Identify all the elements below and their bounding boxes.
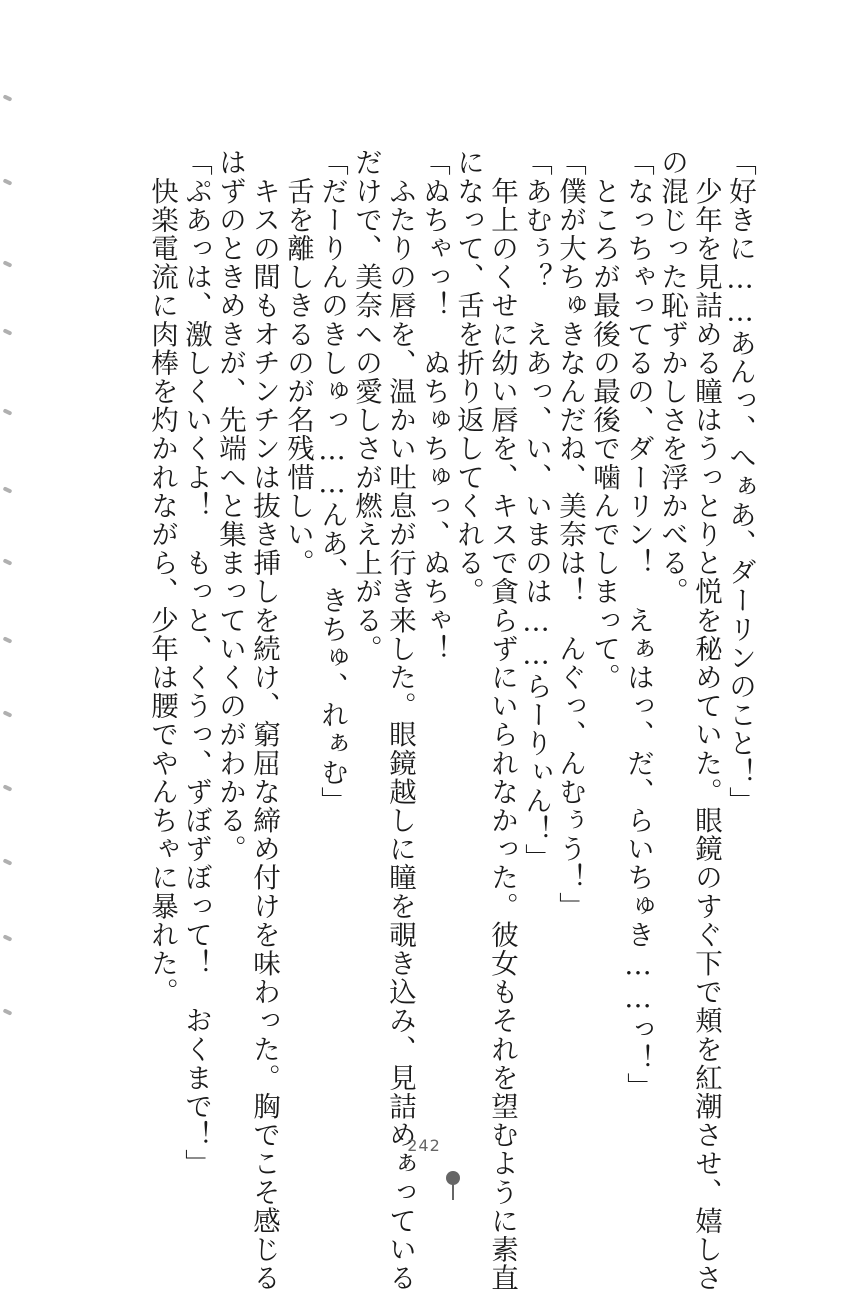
text-column: 「ぬちゃっ！ ぬちゅちゅっ、ぬちゃ！ bbox=[418, 148, 450, 663]
text-column: 快楽電流に肉棒を灼かれながら、少年は腰でやんちゃに暴れた。 bbox=[146, 148, 178, 1006]
text-column: 「なっちゃってるの、ダーリン！ えぁはっ、だ、らいちゅき……っ！」 bbox=[622, 148, 654, 1101]
text-column: ふたりの唇を、温かい吐息が行き来した。眼鏡越しに瞳を覗き込み、見詰めぁっている bbox=[384, 148, 416, 1292]
text-column: キスの間もオチンチンは抜き挿しを続け、窮屈な締め付けを味わった。胸でこそ感じる bbox=[248, 148, 280, 1292]
text-column: 舌を離しきるのが名残惜しい。 bbox=[282, 148, 314, 577]
text-column: 「好きに……あんっ、へぁあ、ダーリンのこと！」 bbox=[724, 148, 756, 815]
text-column: 少年を見詰める瞳はうっとりと悦を秘めていた。眼鏡のすぐ下で頬を紅潮させ、嬉しさ bbox=[690, 148, 722, 1292]
text-column: 「だーりんのきしゅっ……んあ、きちゅ、れぁむ」 bbox=[316, 148, 348, 815]
text-column: ところが最後の最後で噛んでしまって。 bbox=[588, 148, 620, 692]
text-column: 「僕が大ちゅきなんだね、美奈は！ んぐっ、んむぅう！」 bbox=[554, 148, 586, 921]
text-column: の混じった恥ずかしさを浮かべる。 bbox=[656, 148, 688, 606]
text-column: 「あむぅ？ えあっ、い、いまのは……らーりぃん！」 bbox=[520, 148, 552, 872]
page-marker-dot bbox=[446, 1171, 460, 1185]
text-column: 年上のくせに幼い唇を、キスで貪らずにいられなかった。彼女もそれを望むように素直 bbox=[486, 148, 518, 1292]
text-column: はずのときめきが、先端へと集まっていくのがわかる。 bbox=[214, 148, 246, 863]
text-column: になって、舌を折り返してくれる。 bbox=[452, 148, 484, 606]
text-column: 「ぷあっは、激しくいくよ！ もっと、くうっ、ずぼずぼって！ おくまで！」 bbox=[180, 148, 212, 1178]
page-number: 242 bbox=[407, 1136, 441, 1155]
page-marker-line bbox=[452, 1184, 454, 1200]
text-column: だけで、美奈への愛しさが燃え上がる。 bbox=[350, 148, 382, 663]
